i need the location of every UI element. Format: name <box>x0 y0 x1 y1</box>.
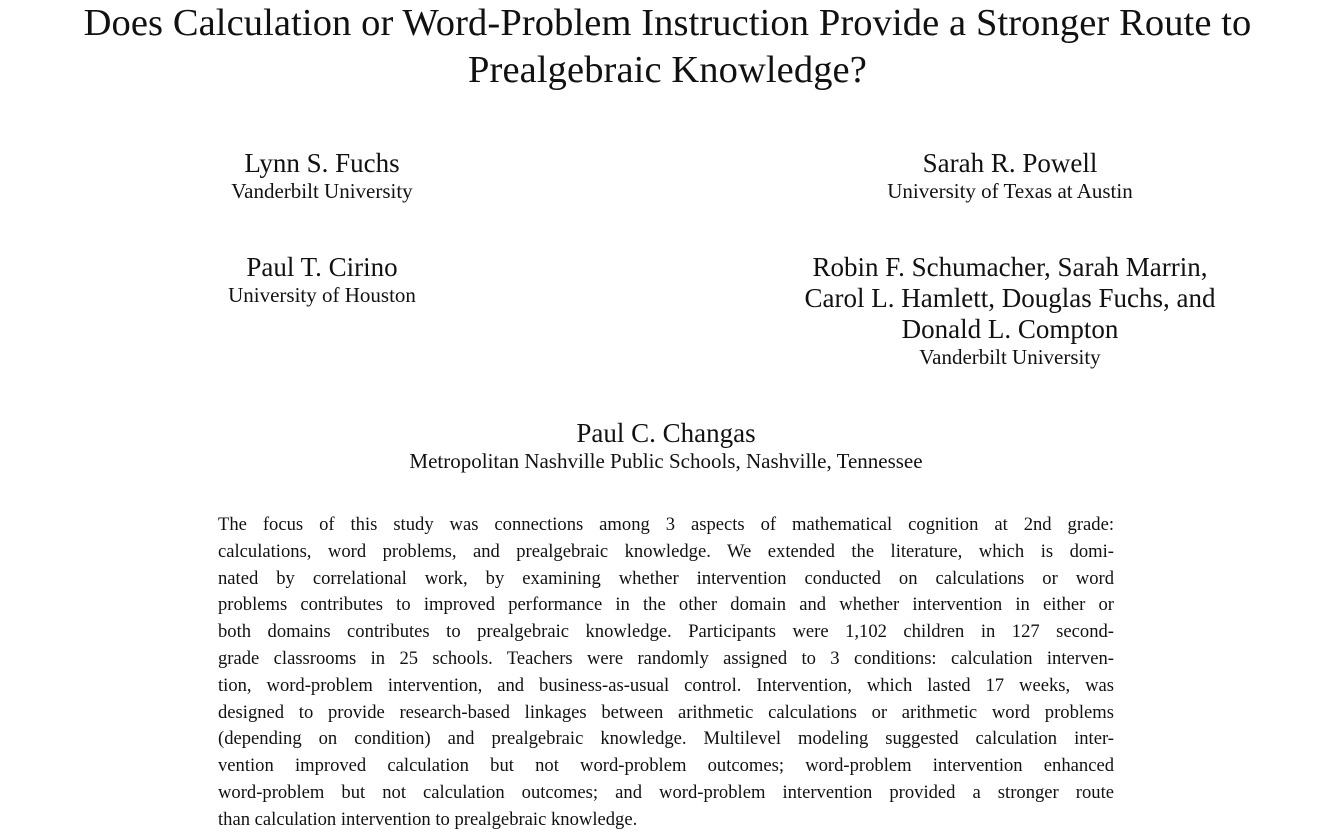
author-block <box>172 148 472 203</box>
author-affiliation: Vanderbilt University <box>231 179 413 203</box>
author-block <box>810 148 1210 203</box>
abstract-line: problems contributes to improved performance in the other domain and whether intervention in either or <box>218 594 1114 616</box>
author-name: Paul C. Changas <box>576 418 756 448</box>
author-affiliation: Vanderbilt University <box>919 345 1101 369</box>
abstract-line: vention improved calculation but not word-problem outcomes; word-problem intervention enhanced <box>218 755 1114 777</box>
abstract-line: calculations, word problems, and prealgebraic knowledge. We extended the literature, which is domi- <box>218 540 1114 562</box>
abstract-line: nated by correlational work, by examining whether intervention conducted on calculations or word <box>218 567 1114 589</box>
title-line: Prealgebraic Knowledge? <box>468 49 867 91</box>
author-name: Donald L. Compton <box>901 314 1119 344</box>
abstract-line: designed to provide research-based linkages between arithmetic calculations or arithmetic word problems <box>218 701 1114 723</box>
author-name: Robin F. Schumacher, Sarah Marrin, <box>812 252 1208 282</box>
author-affiliation: University of Houston <box>228 283 416 307</box>
abstract-line: The focus of this study was connections among 3 aspects of mathematical cognition at 2nd grade: <box>218 514 1114 535</box>
abstract-line: tion, word-problem intervention, and business-as-usual control. Intervention, which lasted 17 weeks, was <box>218 674 1114 696</box>
author-affiliation: University of Texas at Austin <box>887 179 1133 203</box>
author-name: Sarah R. Powell <box>922 148 1098 178</box>
abstract-line: than calculation intervention to prealgebraic knowledge. <box>218 808 638 830</box>
abstract-line: (depending on condition) and prealgebraic knowledge. Multilevel modeling suggested calculation inter- <box>218 728 1114 750</box>
author-affiliation: Metropolitan Nashville Public Schools, Nashville, Tennessee <box>409 449 923 473</box>
author-name: Carol L. Hamlett, Douglas Fuchs, and <box>804 283 1216 313</box>
title-line: Does Calculation or Word-Problem Instruction Provide a Stronger Route to <box>83 2 1252 44</box>
author-block <box>172 252 472 307</box>
paper-title <box>0 0 1335 94</box>
abstract-line: word-problem but not calculation outcomes; and word-problem intervention provided a stronger route <box>218 781 1114 803</box>
author-block <box>266 418 1066 473</box>
author-block <box>760 252 1260 369</box>
author-name: Paul T. Cirino <box>246 252 398 282</box>
author-name: Lynn S. Fuchs <box>244 148 400 178</box>
abstract-line: both domains contributes to prealgebraic knowledge. Participants were 1,102 children in 127 second- <box>218 621 1114 643</box>
abstract <box>218 512 1114 834</box>
abstract-line: grade classrooms in 25 schools. Teachers were randomly assigned to 3 conditions: calculation interven- <box>218 647 1114 669</box>
